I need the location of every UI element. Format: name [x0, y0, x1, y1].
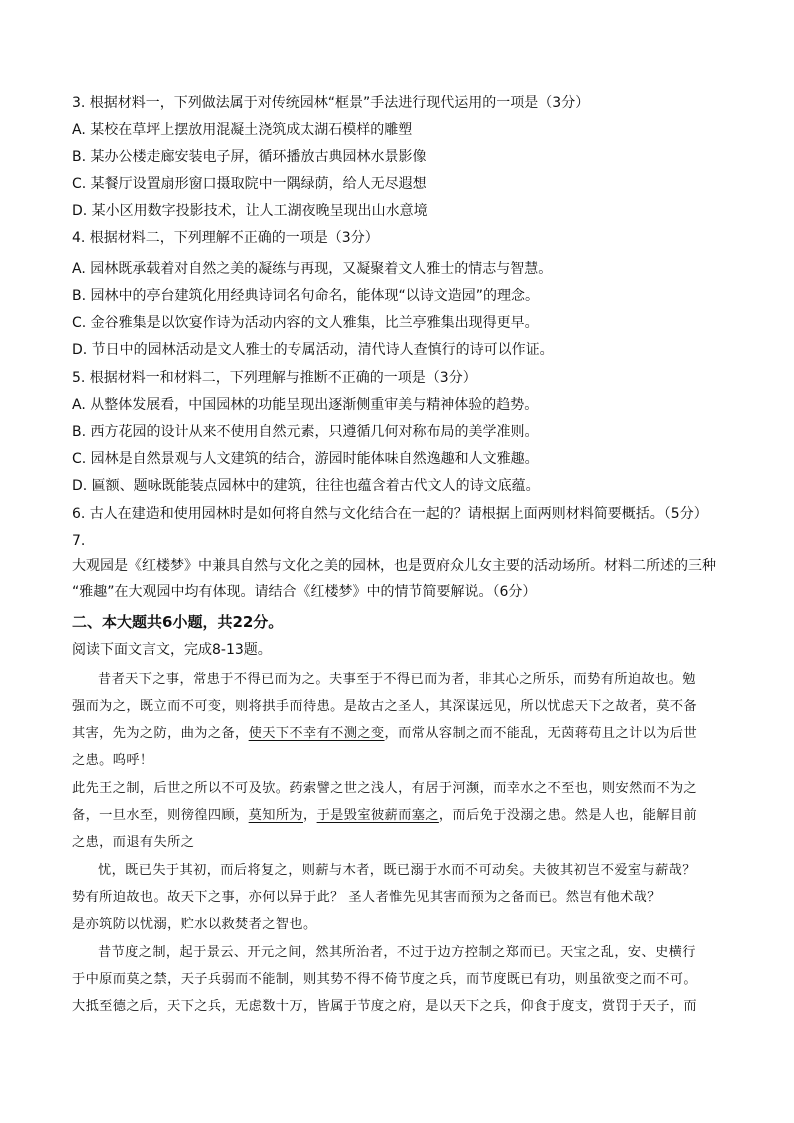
question-7-line-1: 大观园是《红楼梦》中兼具自然与文化之美的园林，也是贾府众儿女主要的活动场所。材料二所述的三种 — [72, 558, 716, 574]
question-4-stem: 4. 根据材料二，下列理解不正确的一项是（3分） — [72, 230, 379, 246]
passage-line: 是亦筑防以忧溺，贮水以救焚者之智也。 — [72, 917, 317, 932]
question-4-option-d: D. 节日中的园林活动是文人雅士的专属活动，清代诗人查慎行的诗可以作证。 — [72, 342, 554, 358]
passage-text: 其害，先为之防，曲为之备， — [72, 726, 249, 741]
underlined-phrase: 于是毁室彼薪而塞之 — [316, 808, 439, 823]
question-5-option-a: A. 从整体发展看，中国园林的功能呈现出逐渐侧重审美与精神体验的趋势。 — [72, 397, 539, 413]
question-7-line-2: “雅趣”在大观园中均有体现。请结合《红楼梦》中的情节简要解说。（6分） — [72, 584, 537, 600]
passage-line: 之患，而退有失所之 — [72, 835, 195, 850]
section-2-instruction: 阅读下面文言文，完成8-13题。 — [72, 642, 272, 658]
question-7-number: 7. — [72, 533, 86, 549]
passage-line: 强而为之，既立而不可变，则将拱手而待患。是故古之圣人，其深谋远见，所以忧虑天下之故者，莫不备 — [72, 699, 698, 714]
passage-text: ，而后免于没溺之患。然是人也，能解目前 — [438, 808, 698, 823]
passage-line: 昔节度之制，起于景云、开元之间，然其所治者，不过于边方控制之郑而已。天宝之乱，安、史横行 — [98, 945, 696, 960]
passage-line: 于中原而莫之禁，天子兵弱而不能制，则其势不得不倚节度之兵，而节度既已有功，则虽欲变之而不可。 — [72, 972, 698, 987]
question-4-option-b: B. 园林中的亭台建筑化用经典诗词名句命名，能体现“以诗文造园”的理念。 — [72, 288, 540, 304]
question-3-option-d: D. 某小区用数字投影技术，让人工湖夜晚呈现出山水意境 — [72, 203, 428, 219]
question-5-option-b: B. 西方花园的设计从来不使用自然元素，只遵循几何对称布局的美学准则。 — [72, 424, 539, 440]
question-4-option-c: C. 金谷雅集是以饮宴作诗为活动内容的文人雅集，比兰亭雅集出现得更早。 — [72, 315, 539, 331]
question-3-option-b: B. 某办公楼走廊安装电子屏，循环播放古典园林水景影像 — [72, 149, 427, 165]
question-4-option-a: A. 园林既承载着对自然之美的凝练与再现，又凝聚着文人雅士的情志与智慧。 — [72, 261, 553, 277]
question-5-stem: 5. 根据材料一和材料二，下列理解与推断不正确的一项是（3分） — [72, 370, 477, 386]
passage-text: ， — [303, 808, 317, 823]
question-5-option-d: D. 匾额、题咏既能装点园林中的建筑，往往也蕴含着古代文人的诗文底蕴。 — [72, 478, 540, 494]
passage-line: 之患。呜呼！ — [72, 753, 154, 768]
passage-line: 势有所迫故也。故天下之事，亦何以异于此？ 圣人者惟先见其害而预为之备而已。然岂有他术哉？ — [72, 890, 661, 905]
passage-line — [72, 724, 732, 744]
underlined-phrase: 莫知所为 — [248, 808, 303, 823]
question-3-stem: 3. 根据材料一，下列做法属于对传统园林“框景”手法进行现代运用的一项是（3分） — [72, 95, 590, 111]
underlined-sentence: 使天下不幸有不测之变 — [248, 726, 385, 741]
question-6: 6. 古人在建造和使用园林时是如何将自然与文化结合在一起的？请根据上面两则材料简要概括。（5分） — [72, 506, 708, 522]
passage-line — [72, 806, 732, 826]
question-5-option-c: C. 园林是自然景观与人文建筑的结合，游园时能体味自然逸趣和人文雅趣。 — [72, 451, 539, 467]
passage-text: ，而常从容制之而不能乱，无茵蒋苟且之计以为后世 — [384, 726, 698, 741]
question-3-option-a: A. 某校在草坪上摆放用混凝土浇筑成太湖石模样的雕塑 — [72, 122, 413, 138]
passage-line: 忧，既已失于其初，而后将复之，则薪与木者，既已溺于水而不可动矣。夫彼其初岂不爱室与薪哉？ — [98, 863, 696, 878]
passage-line: 昔者天下之事，常患于不得已而为之。夫事至于不得已而为者，非其心之所乐，而势有所迫故也。勉 — [98, 672, 696, 687]
passage-line: 大抵至德之后，天下之兵，无虑数十万，皆属于节度之府，是以天下之兵，仰食于度支，赏罚于天子，而 — [72, 999, 698, 1014]
passage-text: 备，一旦水至，则徬徨四顾， — [72, 808, 249, 823]
section-2-heading: 二、本大题共6小题，共22分。 — [72, 613, 284, 631]
question-3-option-c: C. 某餐厅设置扇形窗口摄取院中一隅绿荫，给人无尽遐想 — [72, 176, 427, 192]
passage-line: 此先王之制，后世之所以不可及欤。药索譬之世之浅人，有居于河濒，而幸水之不至也，则安然而不为之 — [72, 781, 698, 796]
